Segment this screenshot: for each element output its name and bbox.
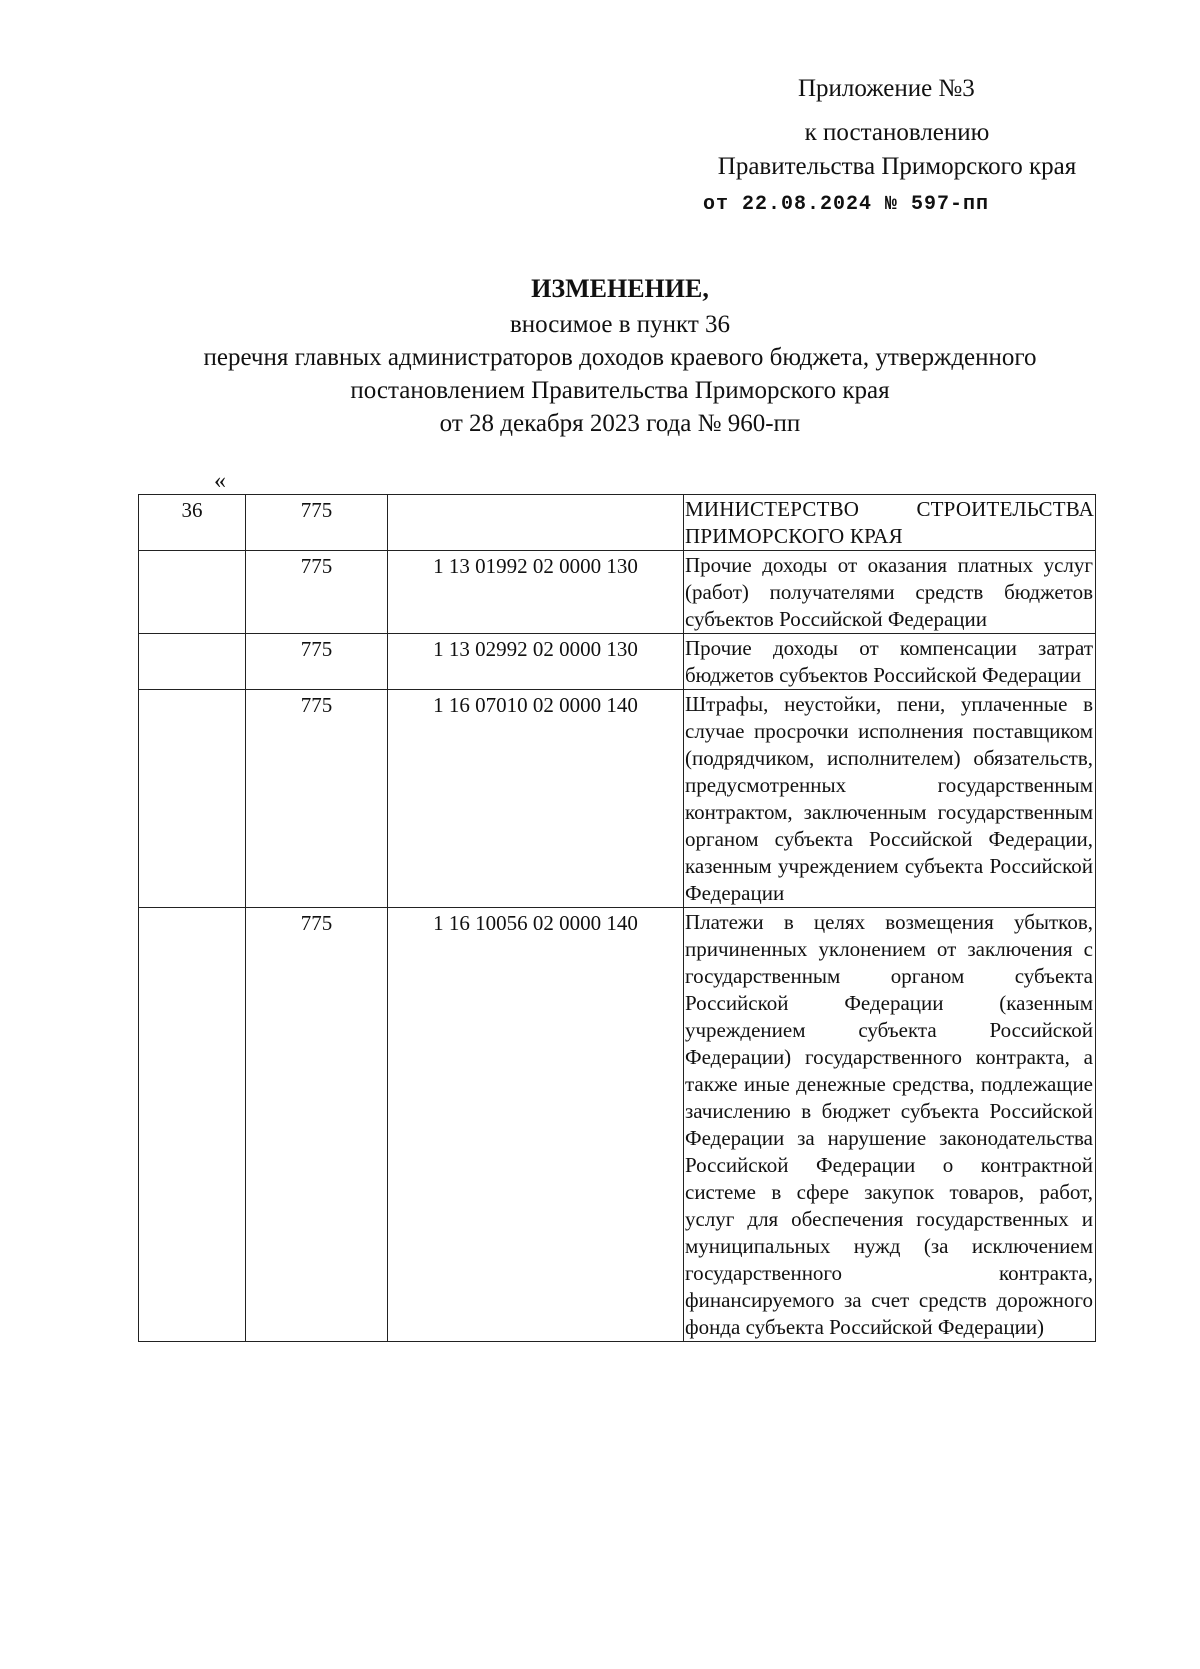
resolution-reference bbox=[687, 116, 1107, 184]
document-heading bbox=[80, 270, 1160, 440]
table-row bbox=[139, 908, 1096, 1342]
heading-line-2: перечня главных администраторов доходов краевого бюджета, утвержденного bbox=[203, 344, 1037, 371]
administrator-code-cell: 775 bbox=[246, 495, 388, 551]
administrator-code-cell: 775 bbox=[246, 634, 388, 690]
revenue-name-text: Прочие доходы от оказания платных услуг (работ) получателями средств бюджетов субъектов Российской Федерации bbox=[685, 553, 1093, 631]
revenue-name-cell bbox=[684, 908, 1096, 1342]
table-row bbox=[139, 634, 1096, 690]
administrator-code-cell: 775 bbox=[246, 551, 388, 634]
revenue-name-cell bbox=[684, 551, 1096, 634]
row-number-cell bbox=[139, 551, 246, 634]
administrator-code-cell: 775 bbox=[246, 908, 388, 1342]
table-row bbox=[139, 551, 1096, 634]
resolution-ref-line-2: Правительства Приморского края bbox=[717, 153, 1077, 180]
revenue-name-cell bbox=[684, 690, 1096, 908]
row-number-cell bbox=[139, 908, 246, 1342]
row-number-cell bbox=[139, 634, 246, 690]
heading-line-4: от 28 декабря 2023 года № 960-пп bbox=[439, 410, 801, 437]
table-row bbox=[139, 690, 1096, 908]
revenue-name-text: Штрафы, неустойки, пени, уплаченные в случае просрочки исполнения поставщиком (подрядчиком, исполнителем) обязательств, предусмотренных государственным контрактом, заключенным государственным органом субъекта Российской Федерации, казенным учреждением субъекта Российской Федерации bbox=[685, 692, 1093, 905]
revenue-administrators-table bbox=[138, 494, 1096, 1342]
heading-line-1: вносимое в пункт 36 bbox=[509, 311, 731, 338]
revenue-name-text: Прочие доходы от компенсации затрат бюджетов субъектов Российской Федерации bbox=[685, 636, 1093, 687]
revenue-code-cell: 1 13 02992 02 0000 130 bbox=[388, 634, 684, 690]
table-row bbox=[139, 495, 1096, 551]
appendix-title: Приложение №3 bbox=[798, 75, 975, 102]
resolution-date-stamp: от 22.08.2024 № 597-пп bbox=[703, 193, 990, 216]
heading-line-3: постановлением Правительства Приморского края bbox=[350, 377, 890, 404]
heading-title: ИЗМЕНЕНИЕ, bbox=[531, 274, 709, 303]
revenue-code-cell: 1 16 07010 02 0000 140 bbox=[388, 690, 684, 908]
revenue-code-cell: 1 16 10056 02 0000 140 bbox=[388, 908, 684, 1342]
row-number-cell bbox=[139, 690, 246, 908]
row-number-cell: 36 bbox=[139, 495, 246, 551]
revenue-code-cell: 1 13 01992 02 0000 130 bbox=[388, 551, 684, 634]
revenue-name-text: Платежи в целях возмещения убытков, причиненных уклонением от заключения с государственным органом субъекта Российской Федерации (казенным учреждением субъекта Российской Федерации) государственного контракта, а также иные денежные средства, подлежащие зачислению в бюджет субъекта Российской Федерации за нарушение законодательства Российской Федерации о контрактной системе в сфере закупок товаров, работ, услуг для обеспечения государственных и муниципальных нужд (за исключением государственного контракта, финансируемого за счет средств дорожного фонда субъекта Российской Федерации) bbox=[685, 910, 1093, 1339]
opening-quote-mark: « bbox=[214, 468, 226, 494]
ministry-name: МИНИСТЕРСТВО СТРОИТЕЛЬСТВА ПРИМОРСКОГО КРАЯ bbox=[685, 497, 1094, 548]
administrator-code-cell: 775 bbox=[246, 690, 388, 908]
resolution-ref-line-1: к постановлению bbox=[804, 119, 990, 146]
revenue-name-cell bbox=[684, 634, 1096, 690]
revenue-code-cell bbox=[388, 495, 684, 551]
revenue-name-cell bbox=[684, 495, 1096, 551]
